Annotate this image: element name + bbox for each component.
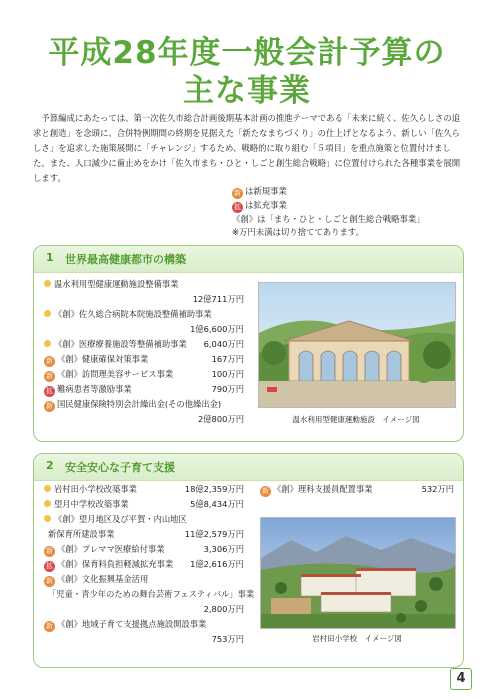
legend-expanded: は拡充事業	[245, 200, 287, 210]
new-mark-icon: 新	[46, 357, 53, 365]
project-label: 《創》文化振興基金活用	[57, 574, 149, 584]
list-item	[44, 632, 244, 647]
project-amount: 753万円	[211, 634, 244, 644]
photo-caption: 温水利用型健康運動施設 イメージ図	[292, 415, 420, 424]
list-item	[44, 277, 244, 292]
side-project	[260, 482, 454, 497]
section-health	[33, 245, 464, 442]
project-label: 《創》理科支援員配置事業	[273, 484, 373, 494]
photo-caption: 岩村田小学校 イメージ図	[312, 634, 402, 643]
project-amount: 100万円	[211, 369, 244, 379]
bullet-icon	[44, 310, 51, 317]
project-amount: 2億800万円	[197, 414, 244, 424]
project-amount: 1億2,616万円	[190, 559, 244, 569]
legend-note: ※万円未満は切り捨ててあります。	[232, 227, 364, 237]
list-item	[44, 617, 244, 632]
list-item	[44, 557, 244, 572]
project-label: 《創》望月地区及び平賀・内山地区	[54, 514, 187, 524]
list-item	[44, 382, 244, 397]
list-item	[44, 512, 244, 527]
section-header	[34, 454, 463, 481]
new-mark-icon: 新	[46, 577, 53, 585]
list-item	[44, 542, 244, 557]
legend	[232, 185, 472, 239]
list-item	[44, 367, 244, 382]
section-number: 2	[46, 459, 54, 472]
list-item	[44, 587, 255, 602]
list-item	[44, 527, 244, 542]
list-item	[44, 292, 244, 307]
project-amount: 167万円	[211, 354, 244, 364]
list-item	[44, 337, 244, 352]
expanded-mark-icon: 拡	[46, 387, 53, 395]
new-mark-icon: 新	[262, 487, 269, 495]
bullet-icon	[44, 340, 51, 347]
new-mark-icon: 新	[46, 547, 53, 555]
page-title-line2: 主な事業	[183, 73, 311, 109]
list-item	[44, 352, 244, 367]
project-amount: 5億8,434万円	[190, 499, 244, 509]
project-label: 新保育所建設事業	[48, 529, 115, 539]
list-item	[44, 307, 244, 322]
page-title: 平成28年度一般会計予算の	[48, 35, 446, 71]
new-mark-icon: 新	[46, 622, 53, 630]
project-list	[44, 277, 244, 427]
list-item	[44, 412, 244, 427]
project-label: 温水利用型健康運動施設整備事業	[54, 279, 179, 289]
section-number: 1	[46, 251, 54, 264]
section-childcare	[33, 453, 464, 668]
section-title: 安全安心な子育て支援	[65, 461, 175, 474]
school-image	[260, 517, 456, 629]
project-amount: 532万円	[421, 484, 454, 494]
project-amount: 790万円	[211, 384, 244, 394]
bullet-icon	[44, 280, 51, 287]
facility-image	[258, 282, 456, 408]
project-amount: 1億6,600万円	[190, 324, 244, 334]
new-mark-icon: 新	[234, 189, 241, 197]
project-label: 《創》保育料負担軽減拡充事業	[57, 559, 174, 569]
project-list	[44, 482, 255, 647]
list-item	[44, 602, 244, 617]
project-amount: 3,306万円	[203, 544, 244, 554]
project-label: 《創》佐久総合病院本院施設整備補助事業	[54, 309, 212, 319]
project-label: 岩村田小学校改築事業	[54, 484, 137, 494]
list-item	[44, 497, 244, 512]
project-amount: 12億711万円	[192, 294, 244, 304]
project-label: 「児童・青少年のための舞台芸術フェスティバル」事業	[48, 589, 255, 599]
list-item	[44, 322, 244, 337]
bullet-icon	[44, 500, 51, 507]
project-label: 国民健康保険特別会計繰出金(その他繰出金)	[57, 399, 222, 409]
list-item	[44, 482, 244, 497]
section-title: 世界最高健康都市の構築	[65, 253, 186, 266]
section-header	[34, 246, 463, 273]
project-label: 《創》地域子育て支援拠点施設開設事業	[57, 619, 207, 629]
list-item	[44, 397, 244, 412]
expanded-mark-icon: 拡	[46, 562, 53, 570]
project-label: 難病患者等激励事業	[57, 384, 132, 394]
expanded-mark-icon: 拡	[234, 203, 241, 211]
page-number: 4	[450, 668, 472, 690]
project-amount: 2,800万円	[203, 604, 244, 614]
new-mark-icon: 新	[46, 402, 53, 410]
project-label: 《創》プレママ医療給付事業	[57, 544, 165, 554]
project-amount: 6,040万円	[203, 339, 244, 349]
project-amount: 18億2,359万円	[184, 484, 244, 494]
legend-sousei: 《創》は「まち・ひと・しごと創生総合戦略事業」	[232, 214, 425, 224]
new-mark-icon: 新	[46, 372, 53, 380]
project-label: 《創》医療療養施設等整備補助事業	[54, 339, 187, 349]
project-label: 《創》訪問理美容サービス事業	[57, 369, 174, 379]
list-item	[44, 572, 244, 587]
legend-new: は新規事業	[245, 186, 287, 196]
intro-paragraph: 予算編成にあたっては、第一次佐久市総合計画後期基本計画の推進テーマである「未来に続く、佐久らしさの追求と創造」を念頭に、合併特例期間の終期を見据えた「新たなまちづくり」の仕上げとなるよう、新しい「佐久らしさ」を追求した施策展開に「チャレンジ」するため、戦略的に取り組む「５項目」を重点施策と位置付けました。また、人口減少に歯止めをかけ「佐久市まち・ひと・しごと創生総合戦略」に位置付けられた各種事業を展開します。	[33, 113, 461, 183]
bullet-icon	[44, 515, 51, 522]
project-label: 望月中学校改築事業	[54, 499, 129, 509]
bullet-icon	[44, 485, 51, 492]
project-label: 《創》健康確保対策事業	[57, 354, 149, 364]
project-amount: 11億2,579万円	[184, 529, 244, 539]
